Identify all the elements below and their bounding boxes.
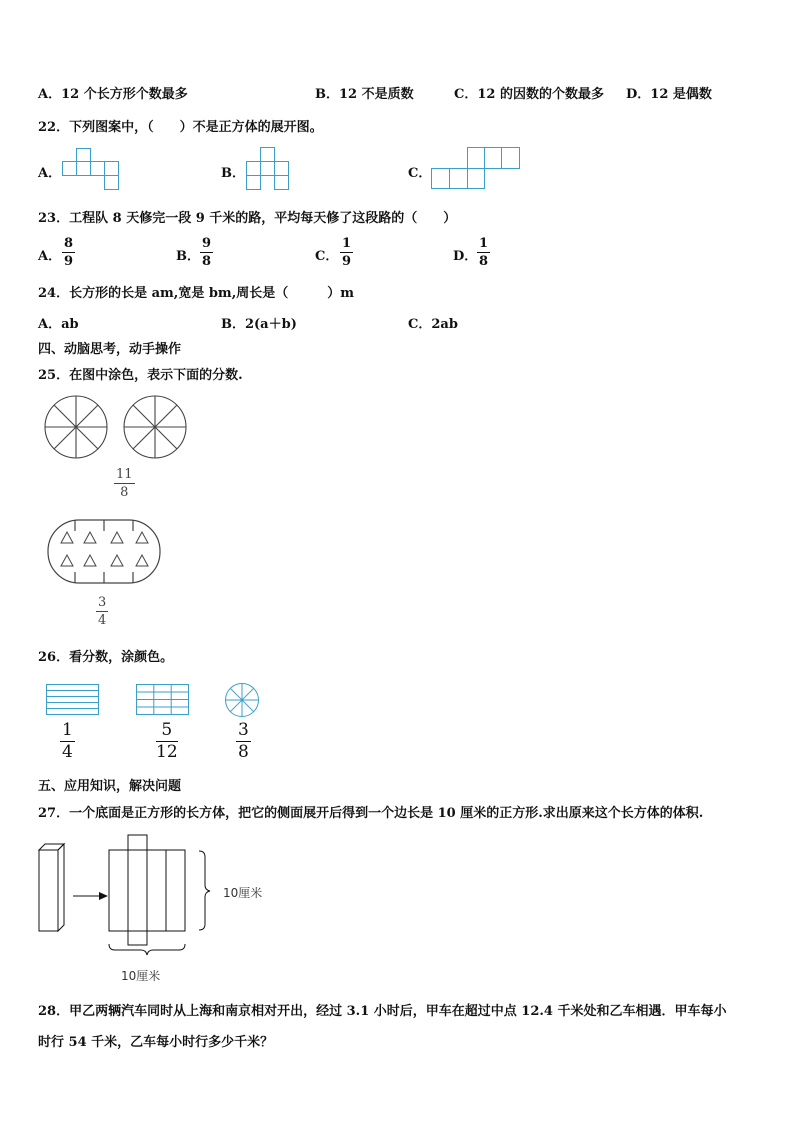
- q22-label-a: A．: [38, 166, 62, 181]
- q26-frac-1: 1 4: [62, 720, 73, 762]
- triangle-shape: [111, 555, 123, 566]
- triangle-shape: [84, 555, 96, 566]
- q27-stem: 27．一个底面是正方形的长方体，把它的侧面展开后得到一个边长是 10 厘米的正方形.求出原来这个长方体的体积.: [38, 806, 704, 821]
- q23-frac-c: 1 9: [342, 236, 352, 269]
- q23-frac-b: 9 8: [202, 236, 212, 269]
- q22-net-b[interactable]: [246, 147, 292, 193]
- q26-circle-eighths[interactable]: [225, 683, 261, 719]
- q22-label-c: C．: [408, 166, 432, 181]
- q21-option-d[interactable]: D．12 是偶数: [626, 87, 712, 102]
- q23-frac-a: 8 9: [64, 236, 74, 269]
- q25-stem: 25．在图中涂色，表示下面的分数.: [38, 368, 243, 383]
- triangle-shape: [61, 532, 73, 543]
- q24-stem: 24．长方形的长是 am,宽是 bm,周长是（ ）m: [38, 286, 354, 301]
- triangle-shape: [136, 555, 148, 566]
- q24-option-a[interactable]: A．ab: [38, 317, 79, 332]
- triangle-shape: [136, 532, 148, 543]
- triangle-shape: [111, 532, 123, 543]
- q28-text-line2: 时行 54 千米，乙车每小时行多少千米？: [38, 1035, 274, 1050]
- q27-label-right: 10厘米: [223, 886, 263, 900]
- q23-label-a[interactable]: A．: [38, 249, 62, 264]
- q26-frac-2: 5 12: [156, 720, 178, 762]
- q21-option-c[interactable]: C．12 的因数的个数最多: [454, 87, 604, 102]
- q23-label-d[interactable]: D．: [453, 249, 478, 264]
- q27-diagram[interactable]: [36, 833, 246, 983]
- q25-oval-triangles[interactable]: [47, 516, 163, 586]
- section-4-heading: 四、动脑思考，动手操作: [38, 342, 182, 357]
- q21-option-b[interactable]: B．12 不是质数: [315, 87, 414, 102]
- q25-frac-1: 11 8: [116, 467, 133, 500]
- q23-frac-d: 1 8: [479, 236, 489, 269]
- q22-net-a[interactable]: [62, 148, 122, 192]
- triangle-shape: [84, 532, 96, 543]
- q28-text-line1: 28．甲乙两辆汽车同时从上海和南京相对开出，经过 3.1 小时后，甲车在超过中点 12.4 千米处和乙车相遇．甲车每小: [38, 1004, 727, 1019]
- q22-stem: 22．下列图案中，（ ）不是正方体的展开图。: [38, 120, 323, 135]
- triangle-shape: [61, 555, 73, 566]
- q23-label-b[interactable]: B．: [176, 249, 200, 264]
- q22-net-c[interactable]: [431, 147, 523, 191]
- q24-option-b[interactable]: B．2(a＋b): [221, 317, 297, 332]
- q23-stem: 23．工程队 8 天修完一段 9 千米的路，平均每天修了这段路的（ ）: [38, 211, 457, 226]
- q26-rect-stripes[interactable]: [46, 684, 100, 716]
- q25-circles[interactable]: [44, 395, 196, 461]
- q23-label-c[interactable]: C．: [315, 249, 339, 264]
- section-5-heading: 五、应用知识，解决问题: [38, 779, 182, 794]
- q26-rect-grid[interactable]: [136, 684, 190, 716]
- q27-label-bottom: 10厘米: [121, 969, 161, 983]
- q24-option-c[interactable]: C．2ab: [408, 317, 458, 332]
- q22-label-b: B．: [221, 166, 245, 181]
- q26-stem: 26．看分数，涂颜色。: [38, 650, 174, 665]
- q21-option-a[interactable]: A．12 个长方形个数最多: [38, 87, 188, 102]
- q26-frac-3: 3 8: [238, 720, 249, 762]
- q25-frac-2: 3 4: [98, 595, 107, 628]
